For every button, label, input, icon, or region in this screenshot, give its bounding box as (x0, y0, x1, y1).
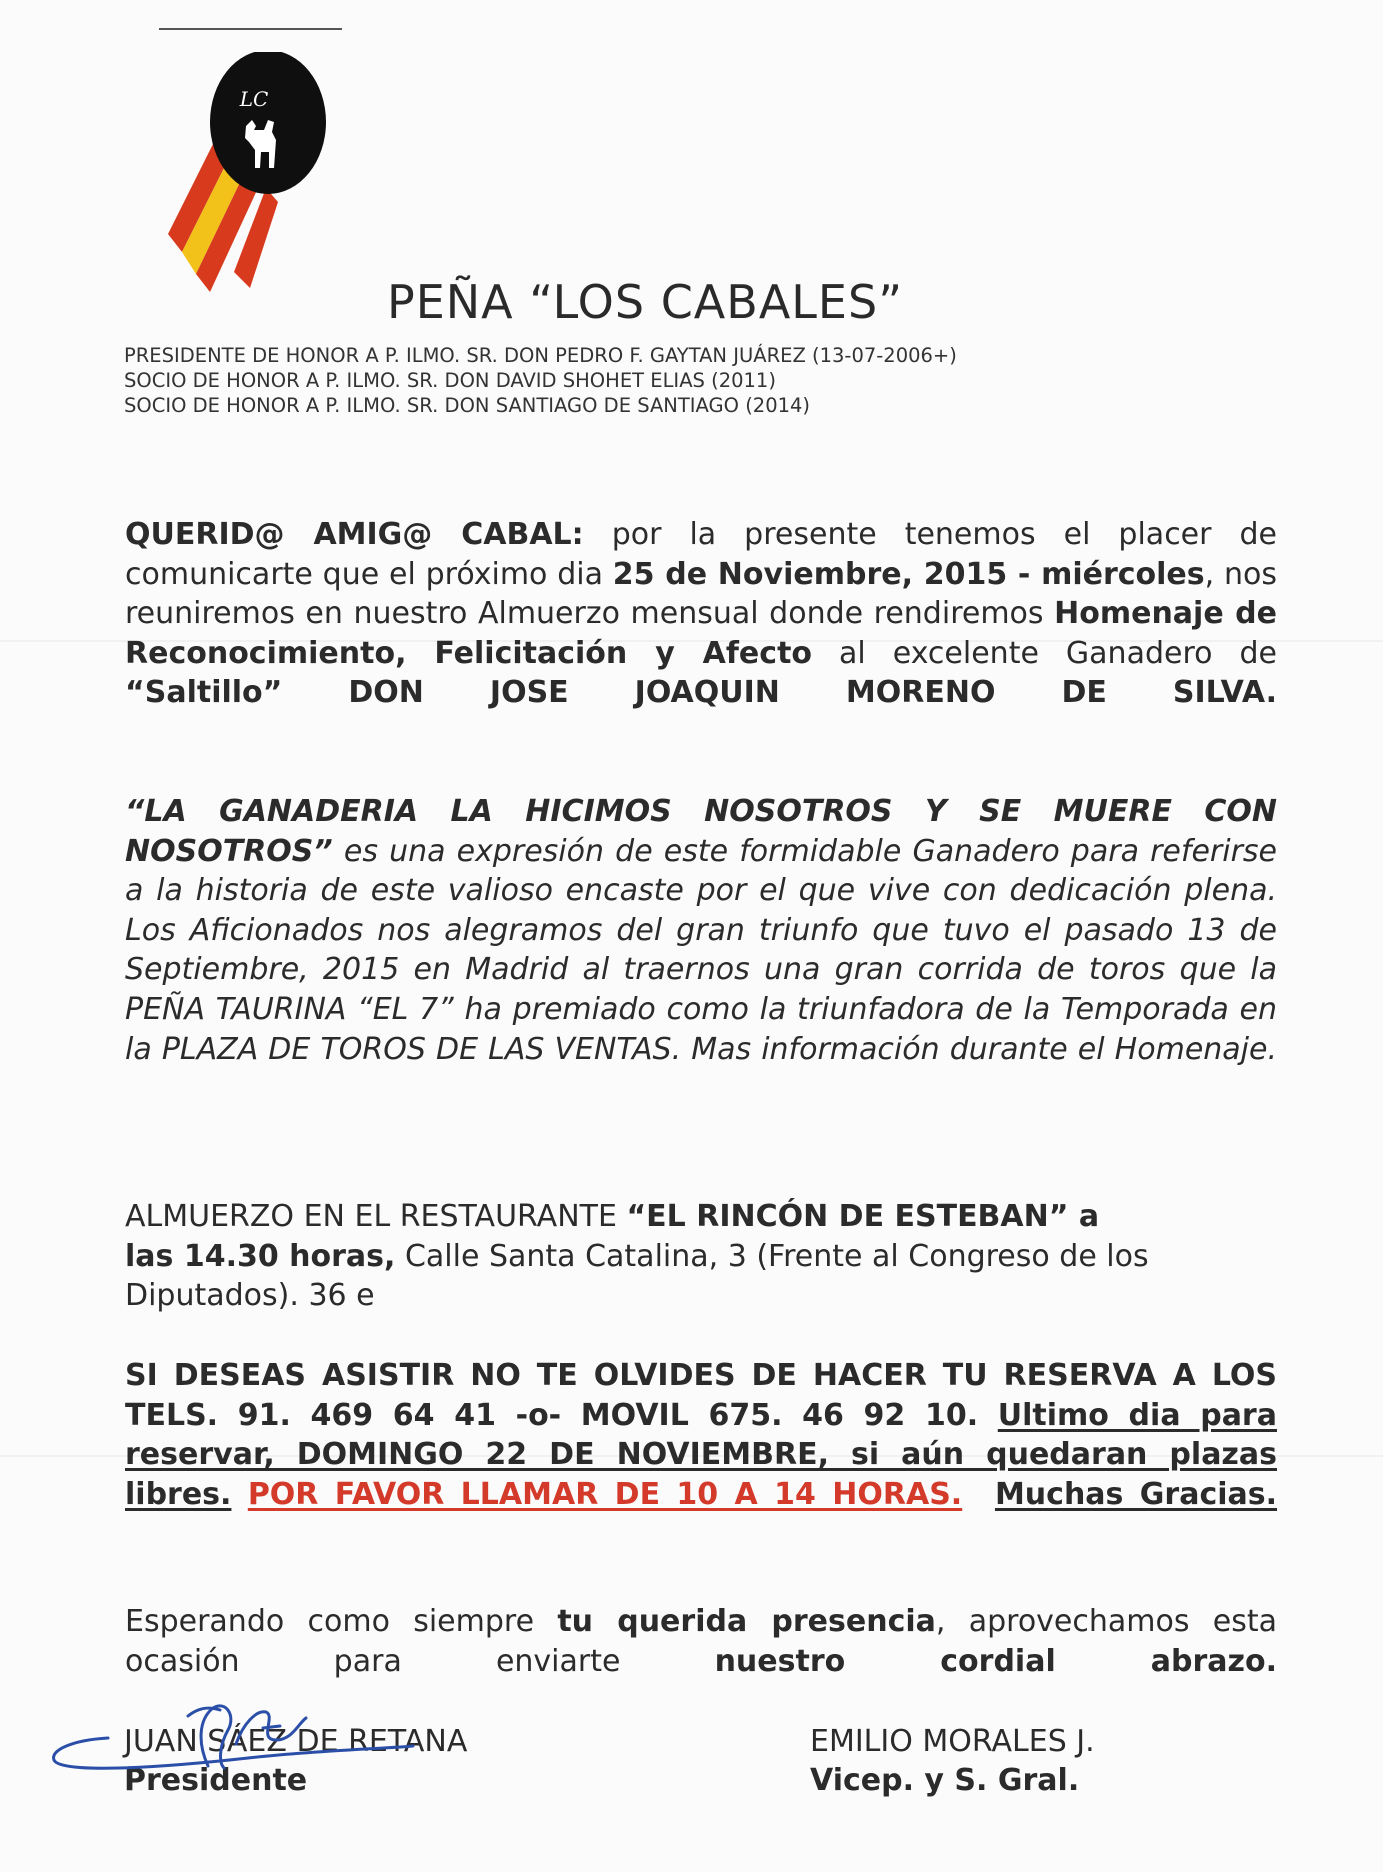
homenaje-title: Homenaje de Reconocimiento, Felicitación y Afecto (125, 596, 1277, 671)
page-title: PEÑA “LOS CABALES” (386, 275, 904, 329)
handwritten-signature (48, 1688, 428, 1788)
lunch-text: ALMUERZO EN EL RESTAURANTE (125, 1199, 627, 1234)
greeting: QUERID@ AMIG@ CABAL: (125, 517, 584, 552)
quote-paragraph (125, 792, 1277, 1109)
lunch-paragraph (125, 1197, 1277, 1316)
lunch-address: Calle Santa Catalina, 3 (Frente al Congreso de los (395, 1238, 1149, 1274)
lunch-line (125, 1237, 1277, 1277)
intro-text: al excelente Ganadero de (812, 635, 1277, 671)
honor-line: SOCIO DE HONOR A P. ILMO. SR. DON DAVID SHOHET ELIAS (2011) (124, 369, 776, 392)
logo-initials: LC (239, 87, 269, 111)
honor-line: PRESIDENTE DE HONOR A P. ILMO. SR. DON PEDRO F. GAYTAN JUÁREZ (13-07-2006+) (124, 344, 957, 367)
quote-text: es una expresión de este formidable Ganadero para referirse a la historia de este valioso encaste por el que vive con dedicación plena. Los Aficionados nos alegramos del gran triunfo que tuvo el pasado 13 de Septiembre, 2015 en Madrid al traernos una gran corrida de toros que la PEÑA TAURINA “EL 7” ha premiado como la triunfadora de la Temporada en la PLAZA DE TOROS DE LAS VENTAS. Mas información durante el Homenaje. (125, 833, 1277, 1067)
signature-secretary-role: Vicep. y S. Gral. (810, 1763, 1080, 1798)
closing-text: Esperando como siempre (125, 1604, 558, 1639)
call-hours: POR FAVOR LLAMAR DE 10 A 14 HORAS. (247, 1476, 963, 1512)
honoree-name: “Saltillo” DON JOSE JOAQUIN MORENO DE SILVA. (125, 675, 1277, 711)
intro-text: , nos reuniremos en nuestro Almuerzo mensual donde rendiremos (125, 556, 1277, 632)
reservation-deadline: Ultimo dia para reservar, DOMINGO 22 DE NOVIEMBRE, si aún quedaran plazas libres. (125, 1397, 1277, 1512)
thanks-text: Muchas Gracias. (994, 1476, 1278, 1512)
closing-text: , aprovechamos esta ocasión para enviarte (125, 1604, 1277, 1679)
event-date: 25 de Noviembre, 2015 - miércoles (612, 556, 1205, 592)
lunch-line (125, 1197, 1277, 1237)
reservation-paragraph (125, 1356, 1277, 1554)
signature-secretary-name: EMILIO MORALES J. (810, 1724, 1095, 1759)
closing-presence: tu querida presencia (557, 1604, 936, 1639)
signature-president-role: Presidente (124, 1763, 308, 1798)
lunch-text: a (1068, 1199, 1100, 1234)
intro-text: por la presente tenemos el placer de comunicarte que el próximo dia (125, 517, 1277, 592)
rancher-quote: “LA GANADERIA LA HICIMOS NOSOTROS Y SE MUERE CON NOSOTROS” (125, 794, 1277, 869)
top-rule (159, 28, 342, 30)
lunch-line (125, 1276, 1277, 1316)
honors-list (124, 343, 1174, 418)
closing-hug: nuestro cordial abrazo. (714, 1643, 1277, 1679)
lunch-address: Diputados). 36 e (125, 1278, 375, 1314)
invitation-paragraph (125, 515, 1277, 753)
reservation-phones: SI DESEAS ASISTIR NO TE OLVIDES DE HACER TU RESERVA A LOS TELS. 91. 469 64 41 -o- MOVIL 675. 46 92 10. (125, 1358, 1277, 1433)
honor-line: SOCIO DE HONOR A P. ILMO. SR. DON SANTIAGO DE SANTIAGO (2014) (124, 394, 811, 417)
lunch-time: las 14.30 horas, (125, 1238, 396, 1274)
pena-logo (168, 52, 328, 302)
signature-president-name: JUAN SÁEZ DE RETANA (124, 1724, 468, 1759)
restaurant-name: “EL RINCÓN DE ESTEBAN” (626, 1199, 1069, 1234)
